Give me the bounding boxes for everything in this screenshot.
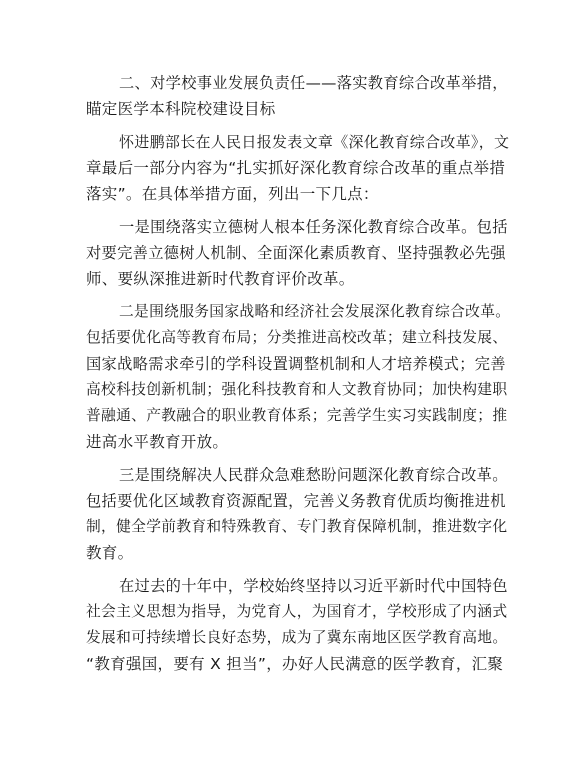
paragraph-line: 教育。 <box>86 544 134 562</box>
paragraph-line: 普融通、产教融合的职业教育体系；完善学生实习实践制度；推 <box>86 407 508 424</box>
paragraph-line: 发展和可持续增长良好态势，成为了冀东南地区医学教育高地。 <box>86 629 508 646</box>
heading-line: 二、对学校事业发展负责任——落实教育综合改革举措， <box>119 74 508 92</box>
paragraph-line: “教育强国，要有 X 担当”，办好人民满意的医学教育，汇聚 <box>86 655 504 673</box>
paragraph-intro <box>86 129 510 207</box>
paragraph-line: 一是围绕落实立德树人根本任务深化教育综合改革。包括 <box>119 218 508 236</box>
heading-line: 瞄定医学本科院校建设目标 <box>86 100 276 118</box>
paragraph-line: 包括要优化区域教育资源配置，完善义务教育优质均衡推进机 <box>86 492 506 510</box>
paragraph-line: 对要完善立德树人机制、全面深化素质教育、坚持强教必先强 <box>86 244 506 262</box>
paragraph-line: 高校科技创新机制；强化科技教育和人文教育协同；加快构建职 <box>86 381 508 398</box>
paragraph-line: 社会主义思想为指导，为党育人，为国育才，学校形成了内涵式 <box>86 603 508 620</box>
paragraph-line: 章最后一部分内容为“扎实抓好深化教育综合改革的重点举措 <box>86 159 506 177</box>
paragraph-line: 二是围绕服务国家战略和经济社会发展深化教育综合改革。 <box>119 303 511 320</box>
paragraph-line: 制，健全学前教育和特殊教育、专门教育保障机制，推进数字化 <box>86 518 508 535</box>
paragraph-line: 国家战略需求牵引的学科设置调整机制和人才培养模式；完善 <box>86 355 506 373</box>
paragraph-point-three <box>86 462 510 566</box>
paragraph-point-one <box>86 214 510 292</box>
document-body <box>86 70 510 684</box>
paragraph-line: 在过去的十年中，学校始终坚持以习近平新时代中国特色 <box>119 577 508 595</box>
paragraph-point-two <box>86 299 510 455</box>
paragraph-line: 三是围绕解决人民群众急难愁盼问题深化教育综合改革。 <box>119 466 508 484</box>
paragraph-line: 怀进鹏部长在人民日报发表文章《深化教育综合改革》，文 <box>119 133 510 151</box>
section-heading <box>86 70 510 122</box>
paragraph-line: 进高水平教育开放。 <box>86 433 229 451</box>
paragraph-past-decade <box>86 573 510 677</box>
paragraph-line: 落实”。在具体举措方面，列出一下几点： <box>86 185 379 203</box>
paragraph-line: 师、要纵深推进新时代教育评价改革。 <box>86 270 355 288</box>
paragraph-line: 包括要优化高等教育布局；分类推进高校改革；建立科技发展、 <box>86 329 508 346</box>
